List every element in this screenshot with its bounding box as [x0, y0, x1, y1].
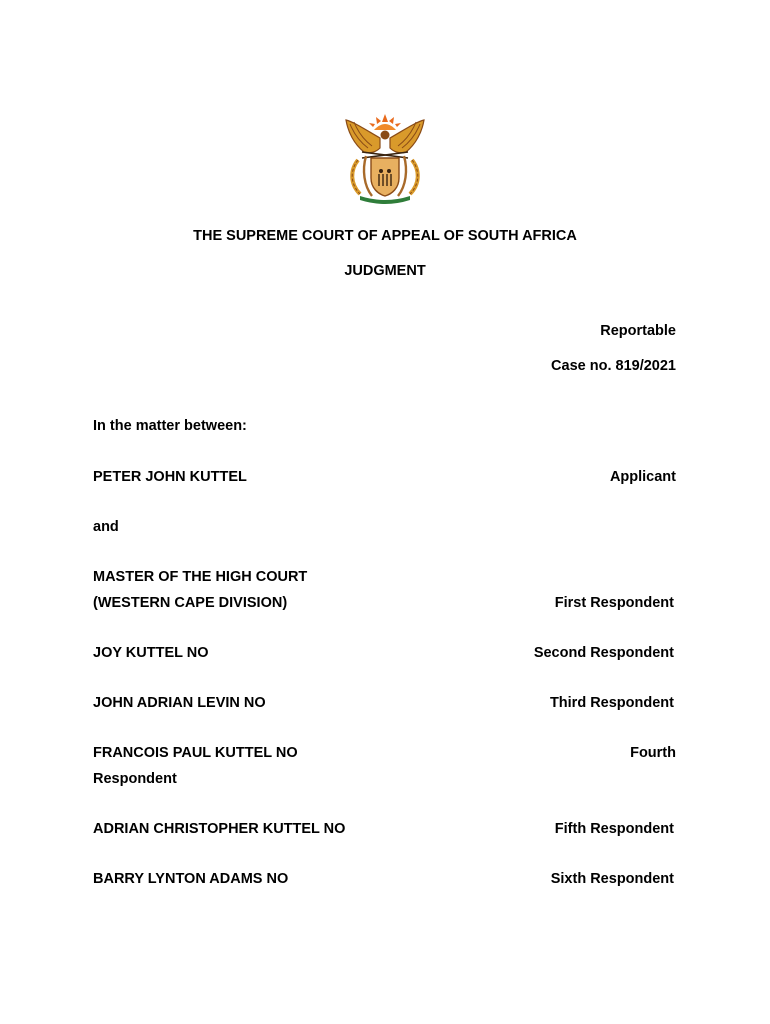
matter-intro: In the matter between: [93, 418, 247, 434]
case-number: Case no. 819/2021 [551, 358, 676, 374]
respondent-1-name-line2: (WESTERN CAPE DIVISION) [93, 595, 288, 611]
respondent-5-role: Fifth Respondent [554, 821, 674, 837]
respondent-1-name-line1: MASTER OF THE HIGH COURT [93, 569, 308, 585]
coat-of-arms-icon [340, 108, 430, 204]
respondent-5-name: ADRIAN CHRISTOPHER KUTTEL NO [93, 821, 346, 837]
respondent-2-role: Second Respondent [533, 645, 674, 661]
reportable-label: Reportable [600, 323, 676, 339]
respondent-6-name: BARRY LYNTON ADAMS NO [93, 871, 289, 887]
conjunction: and [93, 519, 119, 535]
respondent-4-name: FRANCOIS PAUL KUTTEL NO [93, 745, 298, 761]
respondent-3-name: JOHN ADRIAN LEVIN NO [93, 695, 266, 711]
applicant-name: PETER JOHN KUTTEL [93, 469, 247, 485]
respondent-2-name: JOY KUTTEL NO [93, 645, 209, 661]
respondent-4-role-line1: Fourth [630, 745, 676, 761]
document-type: JUDGMENT [344, 263, 426, 279]
respondent-1-role: First Respondent [554, 595, 674, 611]
respondent-6-role: Sixth Respondent [550, 871, 674, 887]
applicant-role: Applicant [609, 469, 676, 485]
respondent-4-role-line2: Respondent [93, 771, 177, 787]
respondent-3-role: Third Respondent [549, 695, 674, 711]
court-title: THE SUPREME COURT OF APPEAL OF SOUTH AFRICA [193, 228, 577, 244]
